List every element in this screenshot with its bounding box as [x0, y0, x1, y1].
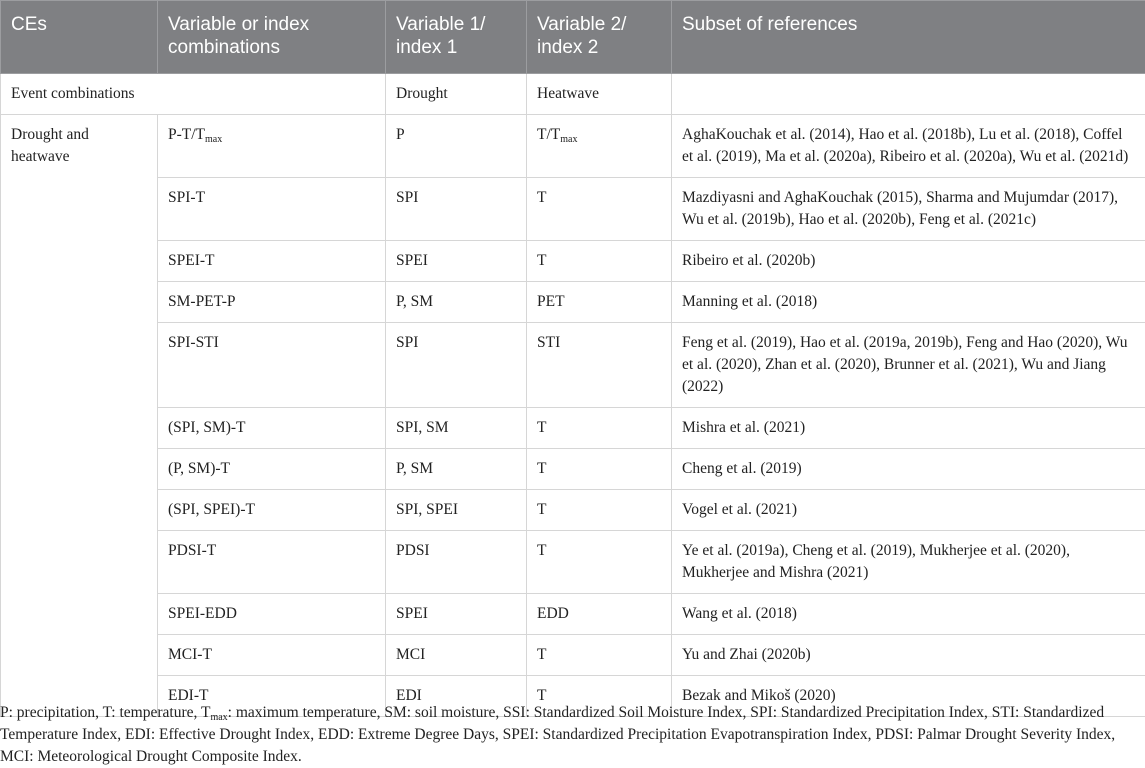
- table-row: [1, 449, 1145, 490]
- refs-cell: Ye et al. (2019a), Cheng et al. (2019), Mukherjee et al. (2020), Mukherjee and Mishra (2021): [672, 531, 1145, 594]
- table-row: [1, 178, 1145, 241]
- var1-cell: SPI, SM: [386, 408, 527, 449]
- var2-cell: [527, 115, 672, 178]
- var2-text: T/T: [537, 126, 560, 143]
- header-references: Subset of references: [672, 1, 1145, 74]
- combo-subscript: max: [205, 134, 222, 145]
- combo-cell: PDSI-T: [158, 531, 386, 594]
- header-row: [1, 1, 1145, 74]
- table-footnote: [0, 702, 1140, 768]
- combo-cell: SPEI-T: [158, 241, 386, 282]
- refs-cell: Cheng et al. (2019): [672, 449, 1145, 490]
- var2-cell: T: [527, 490, 672, 531]
- combo-cell: MCI-T: [158, 635, 386, 676]
- refs-cell: Feng et al. (2019), Hao et al. (2019a, 2019b), Feng and Hao (2020), Wu et al. (2020), Zhan et al. (2020), Brunner et al. (2021), Wu and Jiang (2022): [672, 323, 1145, 408]
- table-row: [1, 115, 1145, 178]
- combo-cell: (SPI, SPEI)-T: [158, 490, 386, 531]
- footnote-subscript: max: [210, 712, 227, 723]
- var1-cell: SPI: [386, 178, 527, 241]
- var2-cell: STI: [527, 323, 672, 408]
- combo-cell: EDI-T: [158, 676, 386, 717]
- var2-cell: T: [527, 241, 672, 282]
- header-variable-1: Variable 1/ index 1: [386, 1, 527, 74]
- var2-cell: EDD: [527, 594, 672, 635]
- refs-cell: Mishra et al. (2021): [672, 408, 1145, 449]
- group-refs: [672, 74, 1145, 115]
- var1-cell: SPEI: [386, 241, 527, 282]
- var1-cell: SPEI: [386, 594, 527, 635]
- refs-cell: Ribeiro et al. (2020b): [672, 241, 1145, 282]
- var2-cell: T: [527, 449, 672, 490]
- combo-text: P-T/T: [168, 126, 205, 143]
- combo-cell: SPI-T: [158, 178, 386, 241]
- group-var1: Drought: [386, 74, 527, 115]
- var2-cell: T: [527, 531, 672, 594]
- footnote-text-start: P: precipitation, T: temperature, T: [0, 704, 210, 721]
- var2-cell: PET: [527, 282, 672, 323]
- refs-cell: Manning et al. (2018): [672, 282, 1145, 323]
- ce-label: Drought and heatwave: [1, 115, 158, 717]
- refs-cell: Yu and Zhai (2020b): [672, 635, 1145, 676]
- var1-cell: P, SM: [386, 282, 527, 323]
- var1-cell: P, SM: [386, 449, 527, 490]
- var1-cell: SPI: [386, 323, 527, 408]
- group-label: Event combinations: [1, 74, 386, 115]
- table-row: [1, 241, 1145, 282]
- var2-cell: T: [527, 635, 672, 676]
- header-ces: CEs: [1, 1, 158, 74]
- table-row: [1, 282, 1145, 323]
- group-row: [1, 74, 1145, 115]
- refs-cell: Vogel et al. (2021): [672, 490, 1145, 531]
- var1-cell: SPI, SPEI: [386, 490, 527, 531]
- combo-cell: (P, SM)-T: [158, 449, 386, 490]
- var1-cell: P: [386, 115, 527, 178]
- var2-cell: T: [527, 676, 672, 717]
- table-row: [1, 531, 1145, 594]
- var1-cell: PDSI: [386, 531, 527, 594]
- combo-cell: [158, 115, 386, 178]
- refs-cell: AghaKouchak et al. (2014), Hao et al. (2018b), Lu et al. (2018), Coffel et al. (2019), Ma et al. (2020a), Ribeiro et al. (2020a), Wu et al. (2021d): [672, 115, 1145, 178]
- table-row: [1, 323, 1145, 408]
- group-var2: Heatwave: [527, 74, 672, 115]
- refs-cell: Wang et al. (2018): [672, 594, 1145, 635]
- header-combinations: Variable or index combinations: [158, 1, 386, 74]
- header-variable-2: Variable 2/ index 2: [527, 1, 672, 74]
- var2-cell: T: [527, 178, 672, 241]
- table-row: [1, 635, 1145, 676]
- footnote-text-end: : maximum temperature, SM: soil moisture, SSI: Standardized Soil Moisture Index, SPI: Standardized Precipitation Index, STI: Standardized Temperature Index, EDI: Effective Drought Index, EDD: Extreme Degree Days, SPEI: Standardized Precipitation Evapotranspiration Index, PDSI: Palmar Drought Severity Index, MCI: Meteorological Drought Composite Index.: [0, 704, 1115, 765]
- table-row: [1, 594, 1145, 635]
- combo-cell: (SPI, SM)-T: [158, 408, 386, 449]
- combo-cell: SPI-STI: [158, 323, 386, 408]
- var2-cell: T: [527, 408, 672, 449]
- var2-subscript: max: [560, 134, 577, 145]
- var1-cell: EDI: [386, 676, 527, 717]
- table-row: [1, 408, 1145, 449]
- refs-cell: Mazdiyasni and AghaKouchak (2015), Sharma and Mujumdar (2017), Wu et al. (2019b), Hao et al. (2020b), Feng et al. (2021c): [672, 178, 1145, 241]
- table-row: [1, 490, 1145, 531]
- combo-cell: SPEI-EDD: [158, 594, 386, 635]
- combo-cell: SM-PET-P: [158, 282, 386, 323]
- var1-cell: MCI: [386, 635, 527, 676]
- refs-cell: Bezak and Mikoš (2020): [672, 676, 1145, 717]
